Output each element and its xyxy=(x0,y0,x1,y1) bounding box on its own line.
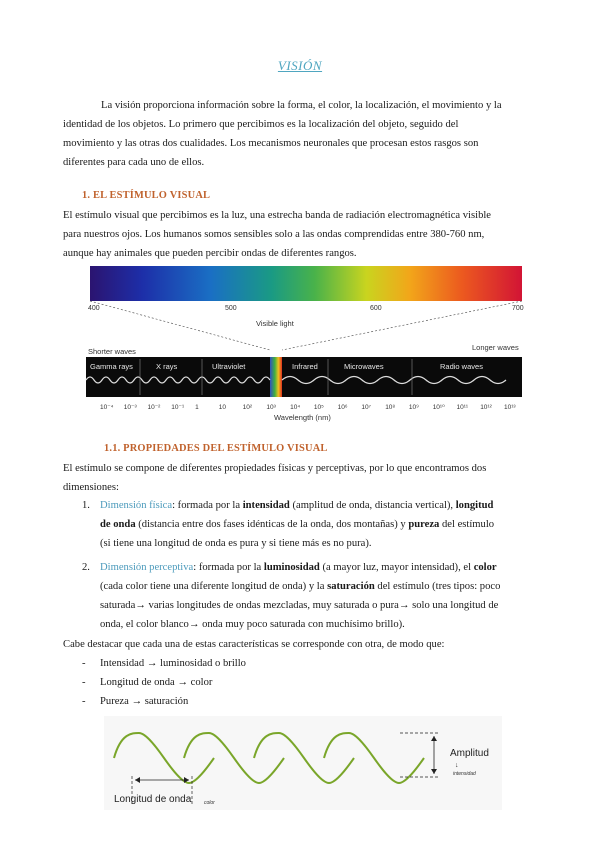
visible-band-strip xyxy=(270,357,282,397)
intro-line-1: La visión proporciona información sobre la forma, el color, la localización, el movimiento y la xyxy=(101,100,502,111)
wavelength-tick: 10¹² xyxy=(480,404,492,411)
term-dimension-perceptiva: Dimensión perceptiva xyxy=(100,562,194,573)
wavelength-tick: 10² xyxy=(242,404,253,411)
longer-waves-label: Longer waves xyxy=(472,343,519,352)
text: (si tiene una longitud de onda es pura y si tiene más es no pura). xyxy=(100,538,372,549)
wavelength-tick: 10 xyxy=(218,404,227,411)
visible-tick-500: 500 xyxy=(225,305,237,312)
text: (amplitud de onda, distancia vertical), xyxy=(289,500,456,511)
wavelength-tick: 10⁵ xyxy=(313,404,324,411)
intro-line-4: diferentes para cada uno de ellos. xyxy=(63,157,205,168)
bold-color: color xyxy=(473,562,497,573)
correspondence-list: - Intensidad → luminosidad o brillo - Longitud de onda → color - Pureza → saturación xyxy=(82,658,246,707)
s1-line-3: aunque hay animales que pueden percibir ondas de diferentes rangos. xyxy=(63,248,357,259)
intro-paragraph xyxy=(63,96,536,172)
correspondence-intro: Cabe destacar que cada una de estas características se corresponde con otra, de modo que: xyxy=(63,639,445,650)
text: (cada color tiene una diferente longitud de onda) y la xyxy=(100,581,328,592)
term-dimension-fisica: Dimensión física xyxy=(100,500,173,511)
wavelength-tick: 10⁷ xyxy=(361,404,371,411)
list-item-dimension-perceptiva xyxy=(82,558,536,634)
wavelength-tick: 1 xyxy=(195,404,199,411)
bold-intensidad: intensidad xyxy=(242,500,290,511)
wavelength-tick: 10⁻² xyxy=(147,404,161,411)
intro-line-2: identidad de los objetos. Lo primero que percibimos es la localización del objeto, seguido del xyxy=(63,119,459,130)
band-x-rays: X rays xyxy=(156,362,178,371)
section-1-1-paragraph xyxy=(63,459,536,497)
bold-luminosidad: luminosidad xyxy=(263,562,320,573)
arrow-glyph: ↓ xyxy=(455,762,459,769)
zoom-line-left xyxy=(90,301,270,350)
text: : formada por la xyxy=(193,562,264,573)
intro-line-3: movimiento y las otras dos cualidades. Los mecanismos neuronales que procesan estos rasgos son xyxy=(63,138,479,149)
bold-saturacion: saturación xyxy=(327,581,375,592)
wavelength-tick: 10⁹ xyxy=(408,404,419,411)
visible-tick-700: 700 xyxy=(512,305,524,312)
section-1-paragraph xyxy=(63,206,536,263)
wavelength-tick: 10⁸ xyxy=(385,404,396,411)
text: onda, el color blanco→ onda muy poco saturada con muchísimo brillo). xyxy=(100,619,405,630)
bold-pureza: pureza xyxy=(408,519,440,530)
bold-de-onda: de onda xyxy=(100,519,136,530)
band-infrared: Infrared xyxy=(292,362,318,371)
visible-tick-400: 400 xyxy=(88,305,100,312)
text: del estímulo xyxy=(439,519,495,530)
s11-line-1: El estímulo se compone de diferentes propiedades físicas y perceptivas, por lo que encontramos dos xyxy=(63,463,487,474)
bold-longitud: longitud xyxy=(455,500,494,511)
page-title: VISIÓN xyxy=(277,58,323,73)
band-radio-waves: Radio waves xyxy=(440,362,483,371)
s1-line-1: El estímulo visual que percibimos es la luz, una estrecha banda de radiación electromagnética visible xyxy=(63,210,492,221)
visible-tick-600: 600 xyxy=(370,305,382,312)
correspondence-item-3: Pureza → saturación xyxy=(100,696,189,707)
wavelength-tick: 10⁻¹ xyxy=(171,404,185,411)
text: : formada por la xyxy=(172,500,243,511)
section-1-heading: 1. EL ESTÍMULO VISUAL xyxy=(82,190,211,201)
visible-light-label: Visible light xyxy=(256,319,294,328)
list-item-dimension-fisica xyxy=(82,496,536,553)
wavelength-tick: 10⁻³ xyxy=(123,404,137,411)
amplitud-handwritten-note: intensidad xyxy=(453,771,476,777)
electromagnetic-spectrum-figure xyxy=(82,262,528,422)
longitud-handwritten-note: color xyxy=(204,800,215,806)
list-number: 2. xyxy=(82,562,90,573)
text: (a mayor luz, mayor intensidad), el xyxy=(319,562,474,573)
shorter-waves-label: Shorter waves xyxy=(88,347,136,356)
band-gamma-rays: Gamma rays xyxy=(90,362,133,371)
wavelength-tick: 10⁻⁴ xyxy=(100,404,114,411)
text: del estímulo (tres tipos: poco xyxy=(374,581,501,592)
wavelength-tick: 10¹¹ xyxy=(456,404,469,411)
text: (distancia entre dos fases idénticas de la onda, dos montañas) y xyxy=(135,519,409,530)
amplitud-label: Amplitud xyxy=(450,748,489,759)
text: saturada→ varias longitudes de ondas mezcladas, muy saturada o pura→ solo una longitud de xyxy=(100,600,499,611)
wavelength-tick: 10¹⁰ xyxy=(432,404,445,411)
wave-diagram xyxy=(104,716,502,810)
s11-line-2: dimensiones: xyxy=(63,482,119,493)
wavelength-axis-label: Wavelength (nm) xyxy=(274,413,331,422)
correspondence-item-1: Intensidad → luminosidad o brillo xyxy=(100,658,246,669)
correspondence-item-2: Longitud de onda → color xyxy=(100,677,213,688)
band-ultraviolet: Ultraviolet xyxy=(212,362,246,371)
wavelength-tick: 10⁴ xyxy=(290,404,301,411)
band-microwaves: Microwaves xyxy=(344,362,384,371)
wavelength-tick: 10¹³ xyxy=(504,404,516,411)
wavelength-tick: 10³ xyxy=(266,404,276,411)
wavelength-ticks xyxy=(100,404,516,411)
s1-line-2: para nuestros ojos. Los humanos somos sensibles solo a las ondas comprendidas entre 380-760 nm, xyxy=(63,229,485,240)
list-number: 1. xyxy=(82,500,90,511)
wavelength-tick: 10⁶ xyxy=(337,404,348,411)
section-1-1-heading: 1.1. PROPIEDADES DEL ESTÍMULO VISUAL xyxy=(104,443,328,454)
longitud-de-onda-label: Longitud de onda xyxy=(114,794,192,805)
visible-spectrum-bar xyxy=(90,266,522,301)
